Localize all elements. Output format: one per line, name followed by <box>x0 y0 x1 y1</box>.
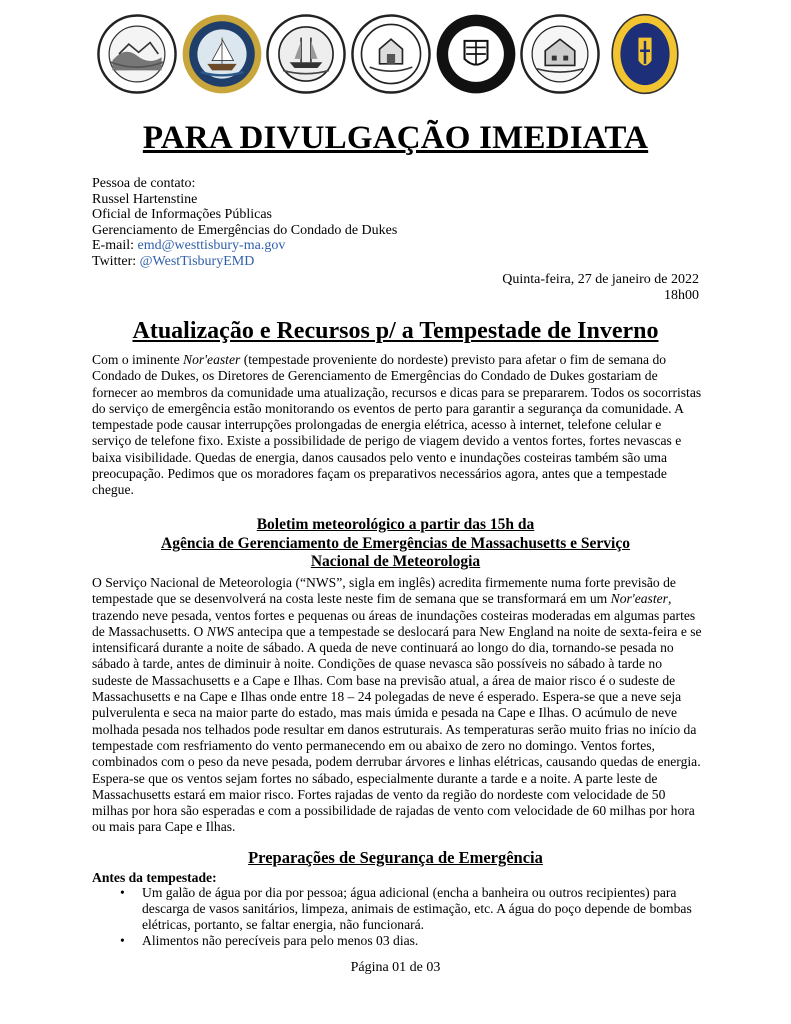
email-link[interactable]: emd@westtisbury-ma.gov <box>137 238 286 254</box>
bulletin-text-c: , trazendo neve pesada, ventos fortes e pequenas ou áreas de inundações costeiras moderadas em algumas partes de Massachusetts. O <box>92 591 696 639</box>
page-number: Página 01 de 03 <box>350 960 441 975</box>
edgartown-seal <box>265 13 347 95</box>
bulletin-text-a: O Serviço Nacional de Meteorologia (“NWS”, sigla em inglês) acredita firmemente numa forte previsão de tempestade que se desenvolverá na costa leste neste fim de semana que se transformará em um <box>92 575 676 607</box>
bulletin-heading-line2: Agência de Gerenciamento de Emergências de Massachusetts e Serviço <box>161 534 630 552</box>
weather-bulletin-heading <box>0 516 791 572</box>
contact-twitter-line <box>92 254 397 270</box>
date-block <box>502 272 699 304</box>
town-seals-row <box>96 8 686 100</box>
contact-label: Pessoa de contato: <box>92 176 196 191</box>
aquinnah-seal <box>96 13 178 95</box>
email-label: E-mail: <box>92 238 138 254</box>
chilmark-seal <box>181 13 263 95</box>
press-release-headline: PARA DIVULGAÇÃO IMEDIATA <box>142 120 649 156</box>
intro-text-a: Com o iminente <box>92 352 183 367</box>
document-title: Atualização e Recursos p/ a Tempestade de Inverno <box>132 318 659 344</box>
bulletin-nws: NWS <box>206 623 234 639</box>
oak-bluffs-seal <box>350 13 432 95</box>
west-tisbury-seal <box>519 13 601 95</box>
contact-name: Russel Hartenstine <box>92 191 198 207</box>
bulletin-heading-line1: Boletim meteorológico a partir das 15h da <box>256 516 535 533</box>
twitter-link[interactable]: @WestTisburyEMD <box>139 253 255 269</box>
list-item-text: Um galão de água por dia por pessoa; água adicional (encha a banheira ou outros recipientes) para descarga de vasos sanitários, limpeza, animais de estimação, etc. A água do poço depende de bombas elétricas, portanto, se faltar energia, não funcionará. <box>142 885 692 932</box>
release-date: Quinta-feira, 27 de janeiro de 2022 <box>502 272 699 287</box>
bullet-marker: • <box>120 933 125 948</box>
list-item-text: Alimentos não perecíveis para pelo menos 03 dias. <box>142 933 419 948</box>
intro-paragraph <box>92 352 702 499</box>
bulletin-paragraph <box>92 575 702 836</box>
bulletin-noreaster: Nor'easter <box>610 591 668 607</box>
list-item <box>118 933 708 949</box>
bullet-marker: • <box>120 885 125 900</box>
contact-role: Oficial de Informações Públicas <box>92 207 272 223</box>
release-time: 18h00 <box>664 288 699 303</box>
prep-list <box>118 885 708 949</box>
contact-block <box>92 176 397 270</box>
dukes-county-seal <box>604 13 686 95</box>
tisbury-seal <box>435 13 517 95</box>
safety-prep-heading: Preparações de Segurança de Emergência <box>248 848 543 867</box>
before-storm-subheading: Antes da tempestade: <box>92 870 217 885</box>
twitter-label: Twitter: <box>92 253 140 269</box>
list-item <box>118 885 708 933</box>
bulletin-heading-line3: Nacional de Meteorologia <box>310 553 481 570</box>
contact-email-line <box>92 238 397 254</box>
contact-org: Gerenciamento de Emergências do Condado de Dukes <box>92 222 398 238</box>
bulletin-text-e: antecipa que a tempestade se deslocará para New England na noite de sexta-feira e se intensificará durante a noite de sábado. A queda de neve continuará ao longo do dia, tornando-se pesada no sábado à tarde, antes de diminuir à noite. Condições de quase nevasca são possíveis no sábado à tarde no sudeste de Massachusetts e a Cape e Ilhas. Com base na previsão atual, a área de maior risco é o sudeste de Massachusetts e na Cape e Ilhas onde entre 18 – 24 polegadas de neve é esperado. Espera-se que a neve seja pulverulenta e seca na maior parte do estado, mas mais úmida e pesada na Cape e Ilhas. O acúmulo de neve molhada pesada nos telhados pode resultar em danos estruturais. As temperaturas serão muito frias no início da tempestade com resfriamento do vento permanecendo em ou abaixo de zero no domingo. Ventos fortes, combinados com o peso da neve pesada, podem derrubar árvores e linhas elétricas, causando quedas de energia. Espera-se que os ventos sejam fortes no sábado, especialmente durante a tarde e a noite. A parte leste de Massachusetts estará em maior risco. Fortes rajadas de vento da região do nordeste com velocidade de 50 milhas por hora são esperadas e com a possibilidade de rajadas de vento com velocidade de 60 milhas por hora ou mais para Cape e Ilhas. <box>92 623 702 835</box>
intro-noreaster: Nor'easter <box>183 352 241 367</box>
intro-text-c: (tempestade proveniente do nordeste) previsto para afetar o fim de semana do Condado de Dukes, os Diretores de Gerenciamento de Emergências do Condado de Dukes gostariam de fornecer ao membros da comunidade uma atualização, recursos e dicas para se prepararem. Todos os socorristas do serviço de emergência estão monitorando os eventos de perto para garantir a segurança da comunidade. A tempestade pode causar interrupções prolongadas de energia elétrica, acesso à internet, telefone celular e serviço de telefone fixo. Existe a possibilidade de perigo de viagem devido a ventos fortes, fortes nevascas e baixa visibilidade. Quedas de energia, danos causados pelo vento e inundações costeiras também são uma preocupação. Pedimos que os moradores façam os preparativos necessários agora, antes que a tempestade chegue. <box>92 352 702 498</box>
